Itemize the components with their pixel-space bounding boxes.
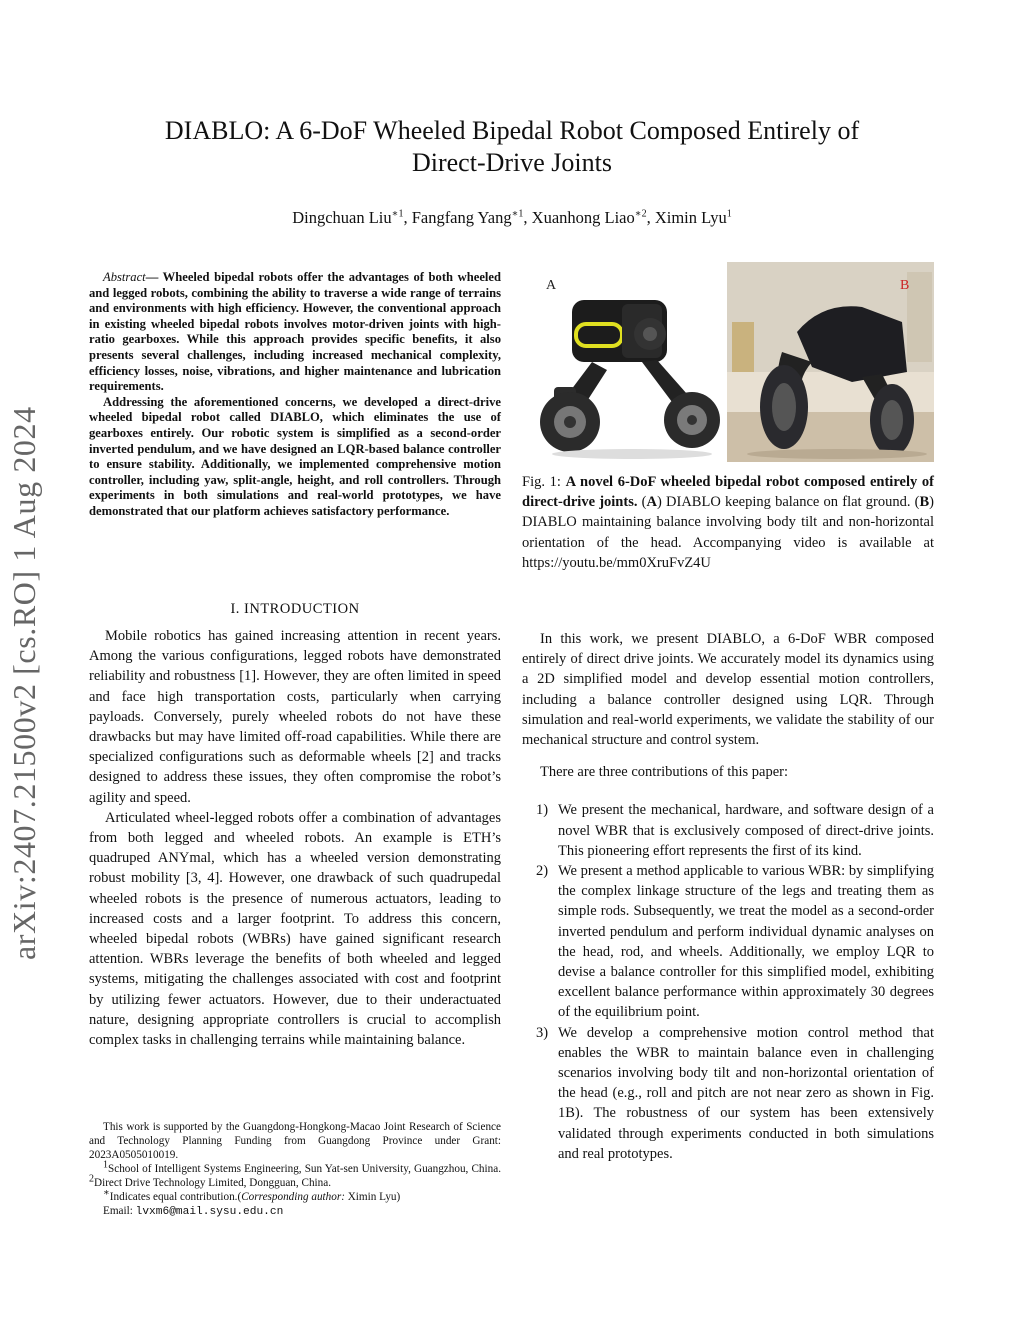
- abstract-paragraph-2: Addressing the aforementioned concerns, we developed a direct-drive wheeled bipedal robot called DIABLO, which eliminates the use of gearboxes entirely. Our robotic system is simplified as a second-order inverted pendulum, and we have designed an LQR-based balance controller to ensure stability. Additionally, we implemented comprehensive motion controller, including yaw, split-angle, height, and roll controllers. Through experiments in both simulations and real-world prototypes, we have demonstrated that our platform achieves satisfactory performance.: [89, 394, 501, 518]
- caption-panel-b-ref: B: [919, 494, 930, 511]
- list-item: [522, 1023, 934, 1164]
- paper-title: [0, 115, 1024, 179]
- list-item: [522, 800, 934, 861]
- list-item-text: We develop a comprehensive motion control method that enables the WBR to maintain balance even in challenging scenarios involving body tilt and non-horizontal orientation of the head (e.g., roll and pitch are not near zero as shown in Fig. 1B). The robustness of our system has been extensively validated through experiments conducted in both simulations and real prototypes.: [558, 1024, 934, 1162]
- section-heading-introduction: I. INTRODUCTION: [230, 601, 360, 617]
- panel-a-label: A: [546, 278, 557, 293]
- figure-1: [522, 262, 934, 462]
- introduction-body: [89, 626, 501, 1050]
- caption-text: (: [637, 494, 647, 511]
- right-column-body: [522, 629, 934, 1164]
- figure-1-caption: [522, 472, 934, 573]
- intro-paragraph-1: Mobile robotics has gained increasing attention in recent years. Among the various configurations, legged robots have demonstrated reliability and robustness [1]. However, they are often limited in speed and face high transportation costs, particularly when carrying payloads. Conversely, purely wheeled robots do not have these drawbacks but may have limited off-road capabilities. While there are specialized configurations such as deformable wheels [2] and tracks designed to address these issues, they often compromise the robot’s agility and speed.: [89, 628, 501, 806]
- email-address[interactable]: lvxm6@mail.sysu.edu.cn: [135, 1206, 284, 1218]
- intro-paragraph-2: Articulated wheel-legged robots offer a combination of advantages from both legged and wheeled robots. An example is ETH’s quadruped ANYmal, which has a wheeled version demonstrating robust mobility [3, 4]. However, one drawback of such quadrupedal wheeled robots is the presence of numerous actuators, leading to increased costs and a larger footprint. To address this concern, wheeled bipedal robots (WBRs) have gained significant research attention. WBRs leverage the benefits of both wheeled and legged systems, mitigating the challenges associated with cost and footprint by utilizing fewer actuators. However, due to their underactuated nature, designing appropriate controllers is crucial to accomplish complex tasks in challenging terrains while maintaining balance.: [89, 809, 501, 1049]
- list-item: [522, 861, 934, 1023]
- panel-b-label: B: [900, 278, 910, 293]
- author-sup: ∗2: [634, 208, 647, 220]
- abstract: [89, 270, 501, 520]
- author-sup: 1: [726, 208, 732, 220]
- caption-panel-a-ref: A: [646, 494, 657, 511]
- equal-text: Indicates equal contribution.(: [109, 1191, 242, 1203]
- abstract-text-1: Wheeled bipedal robots offer the advantages of both wheeled and legged robots, combining the ability to traverse a wide range of terrains and environments with high efficiency. However, the conventional approach in existing wheeled bipedal robots involves motor-driven joints with high-ratio gearboxes. While this approach provides specific benefits, it also presents several challenges, including increased mechanical complexity, efficiency losses, noise, vibrations, and higher maintenance and lubrication requirements.: [89, 270, 501, 394]
- title-line-1: DIABLO: A 6-DoF Wheeled Bipedal Robot Composed Entirely of: [164, 116, 860, 145]
- right-paragraph-1: In this work, we present DIABLO, a 6-DoF WBR composed entirely of direct drive joints. We accurately model its dynamics using a 2D simplified model and develop essential motion controllers, including a balance controller designed using LQR. Through simulation and real-world experiments, we validate the stability of our mechanical structure and control system.: [522, 631, 934, 749]
- footnote-email: [89, 1204, 501, 1219]
- caption-title: A novel 6-DoF wheeled bipedal robot composed entirely of direct-drive joints.: [522, 474, 934, 511]
- affil-sup: 1: [103, 1159, 108, 1171]
- arxiv-identifier: arXiv:2407.21500v2 [cs.RO] 1 Aug 2024: [6, 406, 42, 960]
- affil-sup: 2: [89, 1173, 94, 1185]
- author-name: Xuanhong Liao: [531, 208, 635, 227]
- email-label: Email:: [103, 1205, 136, 1217]
- author-name: Ximin Lyu: [654, 208, 727, 227]
- footnote-affiliations: [89, 1159, 501, 1190]
- author-sup: ∗1: [391, 208, 404, 220]
- corresponding-label: Corresponding author:: [241, 1191, 345, 1203]
- corresponding-name: Ximin Lyu): [344, 1191, 401, 1203]
- caption-prefix: Fig. 1:: [522, 474, 566, 490]
- footnote-equal-contribution: [89, 1187, 501, 1204]
- right-paragraph-2: There are three contributions of this paper:: [540, 764, 789, 781]
- list-item-text: We present the mechanical, hardware, and software design of a novel WBR that is exclusively composed of direct-drive joints. This pioneering effort represents the first of its kind.: [558, 802, 934, 859]
- title-line-2: Direct-Drive Joints: [411, 148, 612, 177]
- list-item-number: 1): [536, 802, 549, 819]
- affil-1: School of Intelligent Systems Engineering, Sun Yat-sen University, Guangzhou, China.: [108, 1163, 501, 1175]
- list-item-number: 3): [536, 1024, 549, 1041]
- affil-2: Direct Drive Technology Limited, Dongguan, China.: [94, 1177, 332, 1189]
- footnote: [89, 1120, 501, 1219]
- author-name: Fangfang Yang: [411, 208, 512, 227]
- caption-text: ) DIABLO maintaining balance involving body tilt and non-horizontal orientation of the head. Accompanying video is available at https://youtu.be/mm0XruFvZ4U: [522, 494, 934, 571]
- author-name: Dingchuan Liu: [292, 208, 392, 227]
- equal-sup: ∗: [103, 1187, 110, 1199]
- figure-1-image: [522, 262, 934, 462]
- author-sup: ∗1: [511, 208, 524, 220]
- footnote-support: This work is supported by the Guangdong-Hongkong-Macao Joint Research of Science and Technology Planning Funding from Guangdong Province under Grant: 2023A0505010019.: [89, 1121, 501, 1161]
- abstract-label: Abstract: [103, 270, 146, 284]
- list-item-text: We present a method applicable to various WBR: by simplifying the complex linkage structure of the legs and treating them as simple rods. Subsequently, we treat the model as a second-order inverted pendulum and perform individual dynamic analyses on the head, rod, and wheels. Additionally, we employ LQR to devise a balance controller for this simplified model, exhibiting excellent balance performance within approximately 30 degrees of the equilibrium point.: [558, 863, 934, 1021]
- contributions-list: [522, 800, 934, 1164]
- caption-text: ) DIABLO keeping balance on flat ground. (: [657, 494, 920, 511]
- author-list: Dingchuan Liu$^{∗1}$, Fangfang Yang$^{∗1}$, Xuanhong Liao$^{∗2}$, Ximin Lyu$^1$: [292, 208, 732, 227]
- abstract-paragraph-1: Abstract— Wheeled bipedal robots offer the advantages of both wheeled and legged robots, combining the ability to traverse a wide range of terrains and environments with high efficiency. However, the conventional approach in existing wheeled bipedal robots involves motor-driven joints with high-ratio gearboxes. While this approach provides specific benefits, it also presents several challenges, including increased mechanical complexity, efficiency losses, noise, vibrations, and higher maintenance and lubrication requirements.: [89, 270, 501, 394]
- list-item-number: 2): [536, 863, 549, 880]
